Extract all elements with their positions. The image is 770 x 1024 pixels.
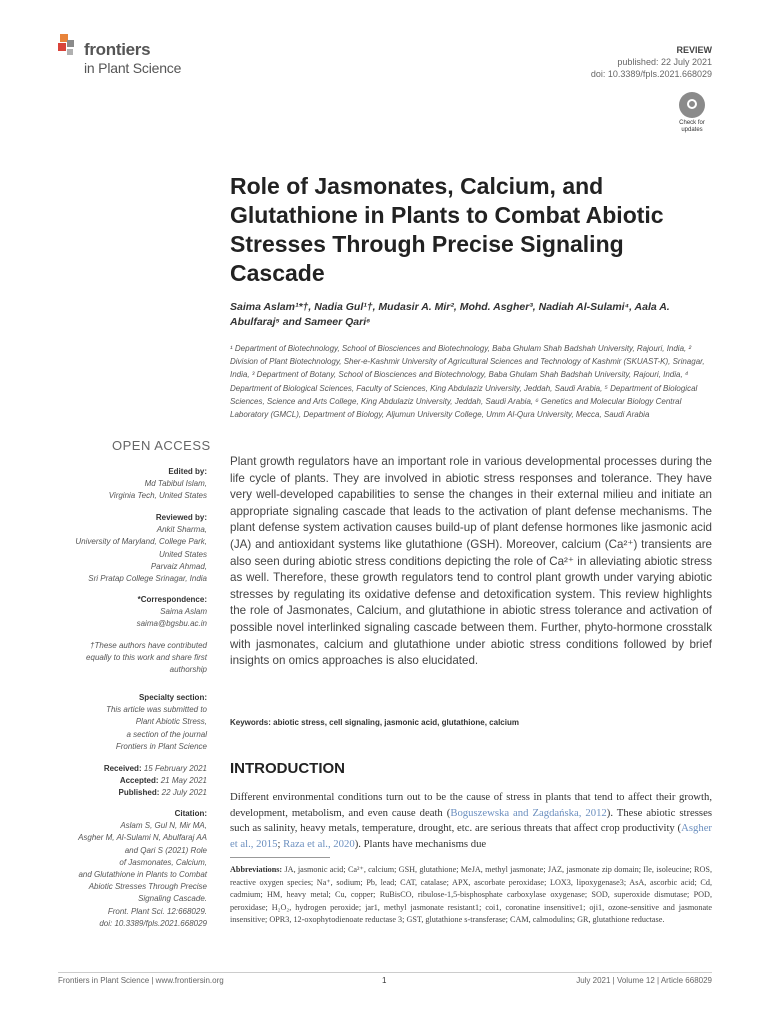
abbreviations-footnote: Abbreviations: JA, jasmonic acid; Ca²⁺, calcium; GSH, glutathione; MeJA, methyl jasmonate; JAZ, jasmonate zip domain; Ile, isoleucine; ROS, reactive oxygen species; Na⁺, sodium; Pb, lead; CAT, catalase; APX, ascorbate peroxidase; LOX3, lipoxygenase3; AsA, ascorbic acid; Cd, cadmium; HM, heavy metal; Cu, copper; RuBisCO, ribulose-1,5-bisphosphate carboxylase oxygenase; SOD, superoxide dismutase; POD, peroxidase; H₂O₂, hydrogen peroxide; jar1, methyl jasmonate resistant1; coi1, coronatine insensitive1; oji1, ozone-sensitive and jasmonate insensitive; OPR3, 12-oxophytodienoate reductase 3; GST, glutathione s-transferase; CAM, calmodulins; GR, glutathione reductase. bbox=[230, 865, 712, 925]
page-number: 1 bbox=[382, 976, 387, 985]
journal-logo-word: frontiers bbox=[84, 40, 151, 59]
citation-link[interactable]: Asgher et al., 2015 bbox=[230, 822, 712, 850]
check-updates-icon bbox=[679, 92, 705, 118]
doi[interactable]: doi: 10.3389/fpls.2021.668029 bbox=[590, 69, 712, 79]
keywords: Keywords: abiotic stress, cell signaling, jasmonic acid, glutathione, calcium bbox=[230, 718, 519, 727]
article-meta bbox=[591, 44, 712, 80]
correspondence-email[interactable]: saima@bgsbu.ac.in bbox=[136, 619, 207, 629]
reviewed-by-section: Reviewed by: Ankit Sharma, University of Maryland, College Park, United States Parvaiz Ahmad, Sri Pratap College Srinagar, India bbox=[75, 513, 207, 584]
check-for-updates-button[interactable] bbox=[672, 92, 712, 142]
affiliations: ¹ Department of Biotechnology, School of Biosciences and Biotechnology, Baba Ghulam Shah Badshah University, Rajouri, India, ² Division of Plant Biotechnology, Sher-e-Kashmir University of Agricultural Sciences and Technology of Kashmir (SKUAST-K), Srinagar, India, ³ Department of Botany, School of Biosciences and Biotechnology, Baba Ghulam Shah Badshah University, Rajouri, India, ⁴ Department of Biological Sciences, Faculty of Sciences, King Abdulaziz University, Jeddah, Saudi Arabia, ⁵ Department of Biological Sciences, Science and Arts College, King Abdulaziz University, Jeddah, Saudi Arabia, ⁶ Genetics and Molecular Biology Central Laboratory (GMCL), Department of Biology, Aljumun University College, Umm Al-Qura University, Mecca, Saudi Arabia bbox=[230, 344, 705, 420]
correspondence-section: *Correspondence: Saima Aslam saima@bgsbu.ac.in bbox=[7, 594, 207, 631]
citation-doi[interactable]: doi: 10.3389/fpls.2021.668029 bbox=[99, 918, 207, 928]
received-date: 15 February 2021 bbox=[143, 764, 207, 773]
footer-volume: July 2021 | Volume 12 | Article 668029 bbox=[576, 976, 712, 985]
published-date-side: 22 July 2021 bbox=[161, 788, 207, 798]
article-type: REVIEW bbox=[676, 45, 712, 55]
journal-logo-subtitle: in Plant Science bbox=[84, 60, 182, 76]
contribution-note: †These authors have contributed equally to this work and share first authorship bbox=[86, 641, 207, 675]
check-updates-label: Check for updates bbox=[679, 120, 705, 133]
published-date: published: 22 July 2021 bbox=[617, 57, 712, 67]
footnote-divider bbox=[230, 857, 330, 858]
open-access-label: OPEN ACCESS bbox=[112, 438, 211, 453]
author-list: Saima Aslam¹*†, Nadia Gul¹†, Mudasir A. Mir², Mohd. Asgher³, Nadiah Al-Sulami⁴, Aala A. Abulfaraj⁵ and Sameer Qari⁶ bbox=[230, 301, 670, 328]
section-heading-introduction: INTRODUCTION bbox=[230, 760, 345, 777]
footer-divider bbox=[58, 972, 712, 973]
article-title: Role of Jasmonates, Calcium, and Glutathione in Plants to Combat Abiotic Stresses Through Precise Signaling Cascade bbox=[230, 173, 664, 286]
dates-section: Received: 15 February 2021 Accepted: 21 May 2021 Published: 22 July 2021 bbox=[103, 764, 207, 798]
abstract: Plant growth regulators have an important role in various developmental processes during the life cycle of plants. They are involved in abiotic stress responses and tolerance. They have very well-developed capabilities to sense the changes in their external milieu and initiate an appropriate signaling cascade that leads to the activation of plant defense mechanisms. The plant defense system activation causes build-up of plant defense hormones like jasmonic acid (JA) and antioxidant systems like glutathione (GSH). Moreover, calcium (Ca²⁺) transients are also seen during abiotic stress conditions depicting the role of Ca²⁺ in alleviating abiotic stress as well. Therefore, these growth regulators tend to control plant growth under varying abiotic stresses by regulating its oxidative defense and detoxification system. This review highlights the role of Jasmonates, Calcium, and glutathione in abiotic stress tolerance and activation of possible novel interlinked signaling cascade between them. Further, phyto-hormone crosstalk with jasmonates, calcium and glutathione under abiotic stress conditions followed by brief insights on omics approaches is also elucidated. bbox=[230, 455, 712, 668]
citation-link[interactable]: Raza et al., 2020 bbox=[283, 837, 355, 850]
footer-journal[interactable]: Frontiers in Plant Science | www.frontiersin.org bbox=[58, 976, 224, 985]
frontiers-logo-icon bbox=[58, 34, 80, 60]
edited-by-section: Edited by: Md Tabibul Islam, Virginia Tech, United States bbox=[108, 467, 207, 501]
introduction-text: Different environmental conditions turn out to be the cause of stress in plants that tend to affect their growth, development, metabolism, and even cause death (Boguszewska and Zagdańska, 2012). These abiotic stresses such as salinity, heavy metals, temperature, drought, etc. are serious threats that affect crop productivity (Asgher et al., 2015; Raza et al., 2020). Plants have mechanisms due bbox=[230, 791, 712, 850]
citation-section: Citation: Aslam S, Gul N, Mir MA, Asgher M, Al-Sulami N, Abulfaraj AA and Qari S (2021) Role of Jasmonates, Calcium, and Glutathione in Plants to Combat Abiotic Stresses Through Precise Signaling Cascade. Front. Plant Sci. 12:668029. doi: 10.3389/fpls.2021.668029 bbox=[7, 808, 207, 930]
accepted-date: 21 May 2021 bbox=[160, 776, 207, 786]
citation-link[interactable]: Boguszewska and Zagdańska, 2012 bbox=[450, 806, 607, 819]
specialty-section: Specialty section: This article was submitted to Plant Abiotic Stress, a section of the journal Frontiers in Plant Science bbox=[106, 693, 207, 751]
